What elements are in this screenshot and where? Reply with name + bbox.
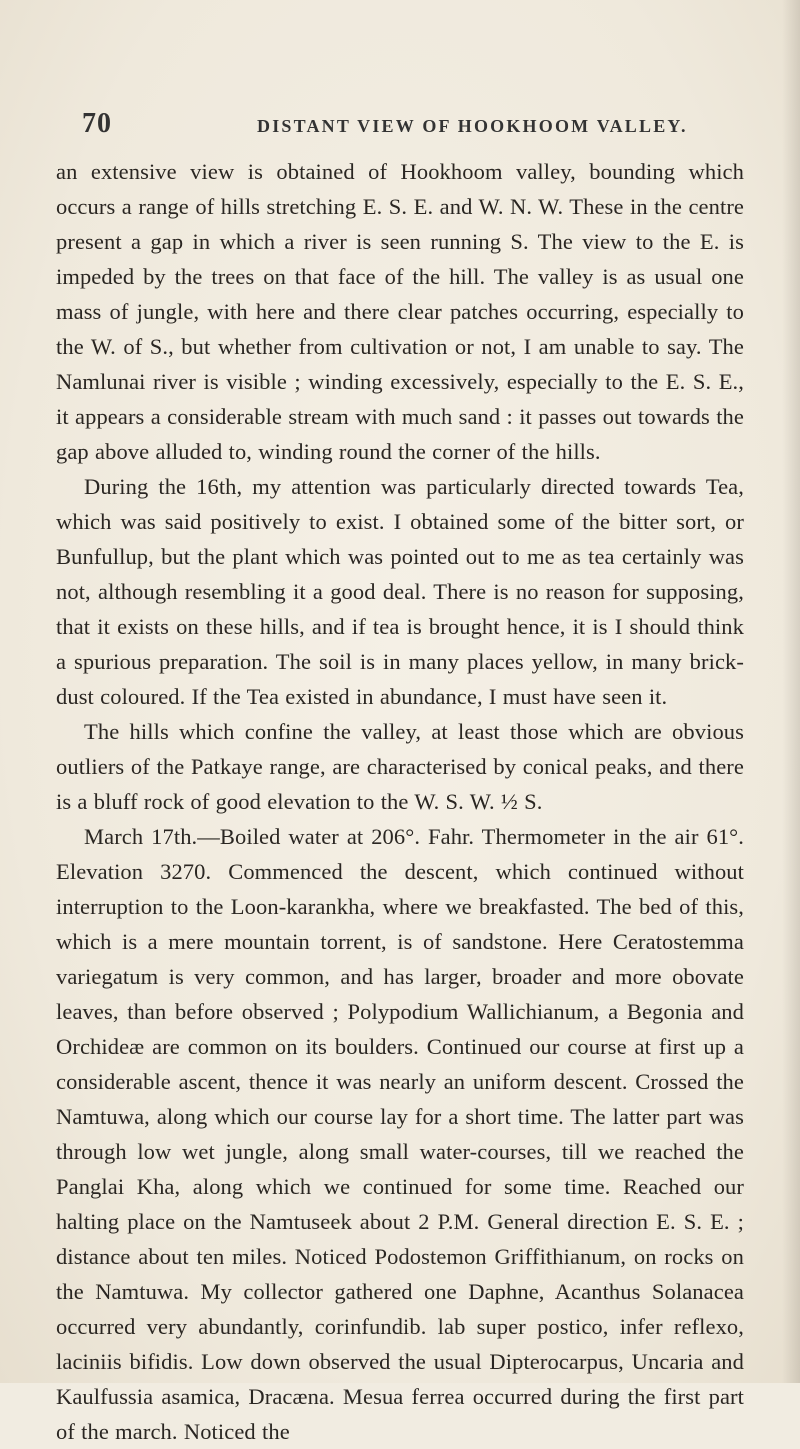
paragraph-1: an extensive view is obtained of Hookhoom valley, bounding which occurs a range of hills stretching E. S. E. and W. N. W. These in the centre present a gap in which a river is seen running S. The view to the E. is impeded by the trees on that face of the hill. The valley is as usual one mass of jungle, with here and there clear patches occurring, especially to the W. of S., but whether from cultivation or not, I am unable to say. The Namlunai river is visible ; winding excessively, especially to the E. S. E., it appears a considerable stream with much sand : it passes out towards the gap above alluded to, winding round the corner of the hills.: [56, 159, 744, 464]
paragraph-3: The hills which confine the valley, at least those which are obvious outliers of the Patkaye range, are characterised by conical peaks, and there is a bluff rock of good elevation to the W. S. W. ½ S.: [56, 719, 744, 814]
body-text: [56, 154, 744, 1449]
paragraph-4: March 17th.—Boiled water at 206°. Fahr. Thermometer in the air 61°. Elevation 3270. Commenced the descent, which continued without interruption to the Loon-karankha, where we breakfasted. The bed of this, which is a mere mountain torrent, is of sandstone. Here Ceratostemma variegatum is very common, and has larger, broader and more obovate leaves, than before observed ; Polypodium Wallichianum, a Begonia and Orchideæ are common on its boulders. Continued our course at first up a considerable ascent, thence it was nearly an uniform descent. Crossed the Namtuwa, along which our course lay for a short time. The latter part was through low wet jungle, along small water-courses, till we reached the Panglai Kha, along which we continued for some time. Reached our halting place on the Namtuseek about 2 P.M. General direction E. S. E. ; distance about ten miles. Noticed Podostemon Griffithianum, on rocks on the Namtuwa. My collector gathered one Daphne, Acanthus Solanacea occurred very abundantly, corinfundib. lab super postico, infer reflexo, laciniis bifidis. Low down observed the usual Dipterocarpus, Uncaria and Kaulfussia asamica, Dracæna. Mesua ferrea occurred during the first part of the march. Noticed the: [56, 824, 744, 1444]
paragraph-2: During the 16th, my attention was particularly directed towards Tea, which was said positively to exist. I obtained some of the bitter sort, or Bunfullup, but the plant which was pointed out to me as tea certainly was not, although resembling it a good deal. There is no reason for supposing, that it exists on these hills, and if tea is brought hence, it is I should think a spurious preparation. The soil is in many places yellow, in many brick-dust coloured. If the Tea existed in abundance, I must have seen it.: [56, 474, 744, 709]
page-edge-shadow: [782, 0, 800, 1383]
page-number: 70: [82, 108, 112, 139]
page-header: [82, 108, 722, 144]
running-title: DISTANT VIEW OF HOOKHOOM VALLEY.: [257, 116, 688, 136]
